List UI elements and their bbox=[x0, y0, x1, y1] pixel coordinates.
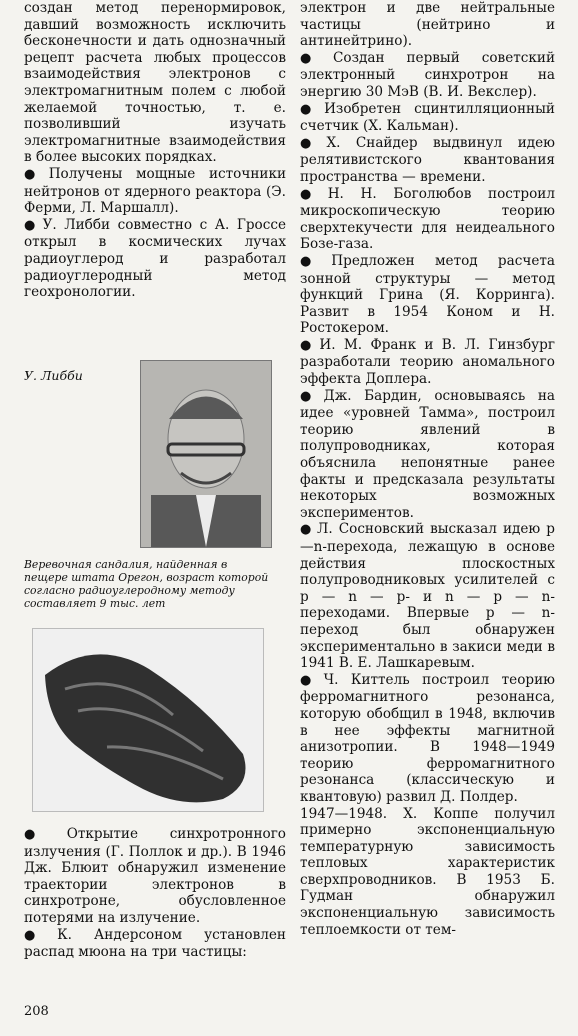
paragraph: ● Ч. Киттель построил теорию ферромагнитного резонанса, которую обобщил в 1948, включив в нее эффекты магнитной анизотропии. В 1948—1949 теорию ферромагнитного резонанса (классическую и квантовую) развил Д. Полдер. bbox=[300, 671, 555, 805]
page-number: 208 bbox=[24, 1004, 49, 1019]
paragraph: ● У. Либби совместно с А. Гроссе открыл в космических лучах радиоуглерод и разработал радиоуглеродный метод геохронологии. bbox=[24, 216, 287, 301]
bullet-icon: ● bbox=[24, 927, 54, 943]
paragraph: ● Н. Н. Боголюбов построил микроскопическую теорию сверхтекучести для неидеального Бозе-газа. bbox=[300, 185, 556, 253]
paragraph: электрон и две нейтральные частицы (нейтрино и антинейтрино). bbox=[300, 0, 555, 50]
bullet-icon: ● bbox=[300, 50, 329, 66]
paragraph: ● Предложен метод расчета зонной структуры — метод функций Грина (Я. Корринга). Развит в 1954 Коном и Н. Ростокером. bbox=[300, 252, 555, 337]
paragraph: ● Л. Сосновский высказал идею p—n-перехода, лежащую в основе действия плоскостных полупроводниковых усилителей с p — n — p- и n — p — n-переходами. Впервые p — n-переход был обнаружен экспериментально в закиси меди в 1941 В. Е. Лашкаревым. bbox=[300, 521, 555, 672]
bullet-icon: ● bbox=[300, 186, 324, 202]
bullet-icon: ● bbox=[300, 388, 320, 404]
sandal-caption: Веревочная сандалия, найденная в пещере штата Орегон, возраст которой согласно радиоуглеродному методу составляет 9 тыс. лет bbox=[24, 558, 269, 610]
bullet-icon: ● bbox=[300, 101, 321, 117]
paragraph: ● Х. Снайдер выдвинул идею релятивистского квантования пространства — времени. bbox=[300, 134, 556, 185]
paragraph: ● Открытие синхротронного излучения (Г. Поллок и др.). В 1946 Дж. Блюит обнаружил изменение траектории электронов в синхротроне, обусловленное потерями на излучение. bbox=[24, 826, 286, 926]
bullet-icon: ● bbox=[24, 166, 45, 182]
portrait-photo bbox=[140, 360, 272, 548]
paragraph: ● Дж. Бардин, основываясь на идее «уровней Тамма», построил теорию явлений в полупроводниках, которая объяснила непонятные ранее факты и предсказала результаты некоторых возможных экспериментов. bbox=[300, 387, 555, 521]
bullet-icon: ● bbox=[24, 827, 63, 842]
bullet-icon: ● bbox=[300, 522, 314, 538]
paragraph: ● К. Андерсоном установлен распад мюона на три частицы: bbox=[24, 926, 286, 961]
left-column-bottom bbox=[24, 826, 286, 961]
bullet-icon: ● bbox=[300, 253, 328, 269]
paragraph: 1947—1948. Х. Коппе получил примерно экспоненциальную температурную зависимость тепловых характеристик сверхпроводников. В 1953 Б. Гудман обнаружил экспоненциальную зависимость теплоемкости от тем- bbox=[300, 805, 555, 938]
paragraph: ● Изобретен сцинтилляционный счетчик (Х. Кальман). bbox=[300, 100, 555, 135]
paragraph: ● Создан первый советский электронный синхротрон на энергию 30 МэВ (В. И. Векслер). bbox=[300, 49, 556, 100]
sandal-photo bbox=[32, 628, 264, 812]
bullet-icon: ● bbox=[300, 672, 320, 688]
right-column bbox=[300, 0, 555, 938]
left-column-top bbox=[24, 0, 286, 301]
bullet-icon: ● bbox=[300, 135, 323, 151]
paragraph: ● И. М. Франк и В. Л. Гинзбург разработали теорию аномального эффекта Доплера. bbox=[300, 336, 555, 388]
bullet-icon: ● bbox=[24, 217, 39, 233]
bullet-icon: ● bbox=[300, 337, 316, 353]
paragraph: ● Получены мощные источники нейтронов от ядерного реактора (Э. Ферми, Л. Маршалл). bbox=[24, 165, 287, 217]
paragraph: создан метод перенормировок, давший возможность исключить бесконечности и дать однозначный рецепт расчета любых процессов взаимодействия электронов с электромагнитным полем с любой желаемой точностью, т. е. позволивший изучать электромагнитные взаимодействия в более высоких порядках. bbox=[24, 0, 286, 166]
portrait-caption: У. Либби bbox=[24, 368, 83, 383]
